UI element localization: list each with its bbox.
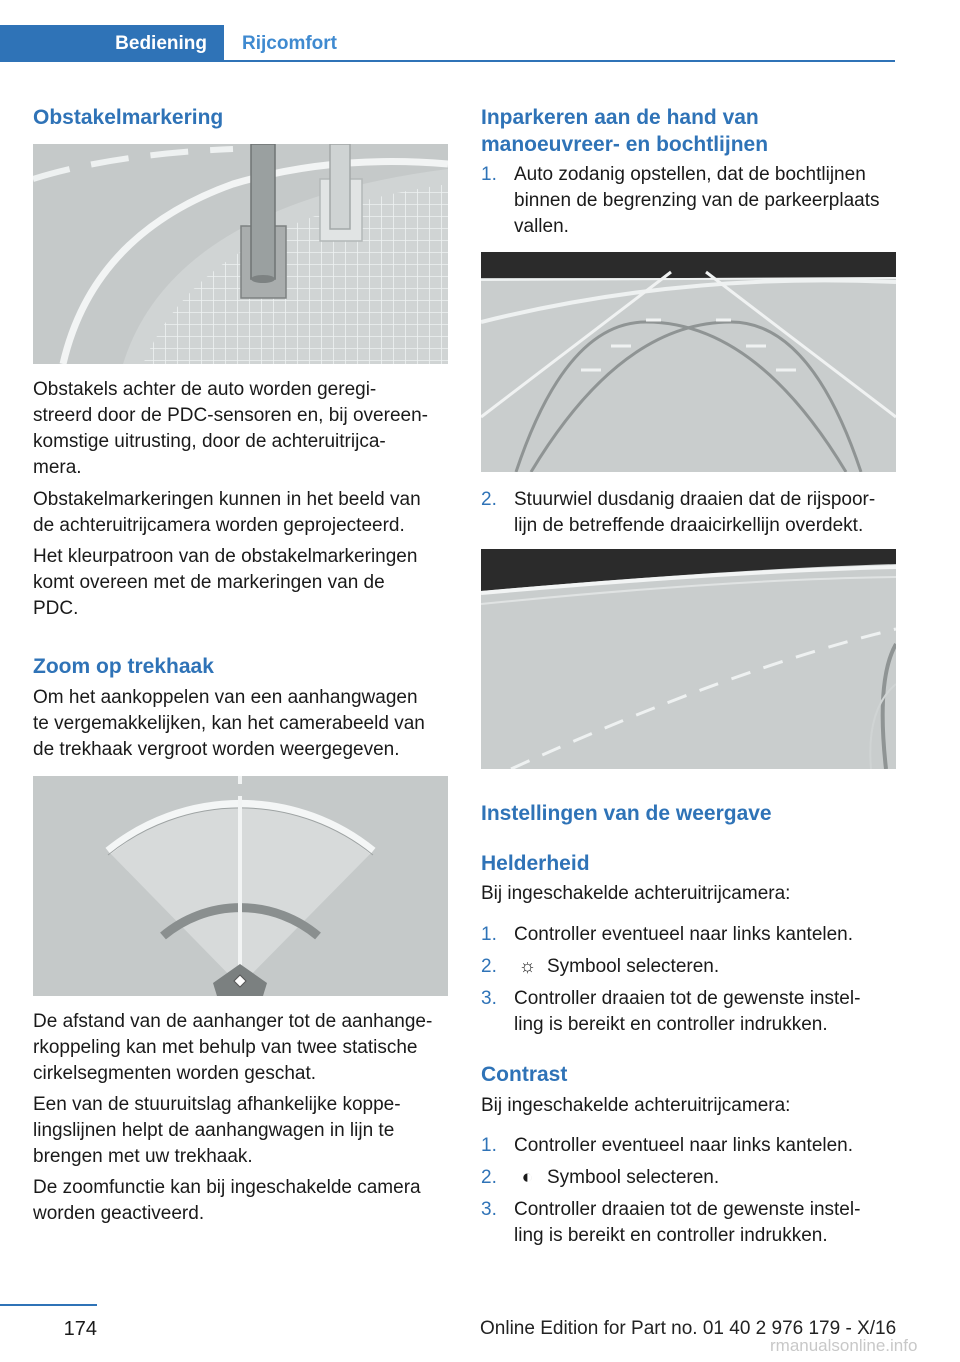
text-line: Om het aankoppelen van een aanhangwagen [33, 687, 418, 708]
track-line-image [481, 549, 896, 769]
text-line: komstige uitrusting, door de achteruitrijca- [33, 431, 386, 452]
tab-rijcomfort-label: Rijcomfort [242, 32, 337, 54]
paragraph-obstacles [33, 377, 448, 481]
tab-bediening-label: Bediening [115, 32, 207, 54]
text-line: Obstakels achter de auto worden geregi- [33, 379, 377, 400]
text-line: Controller draaien tot de gewenste instel- [514, 1199, 861, 1220]
title-line: manoeuvreer- en bochtlijnen [481, 133, 769, 156]
text-line: Controller draaien tot de gewenste instel- [514, 988, 861, 1009]
list-number: 1. [481, 1135, 497, 1156]
text-line: komt overeen met de markeringen van de [33, 572, 385, 593]
sun-icon: ☼ [518, 956, 537, 977]
list-number: 3. [481, 988, 497, 1009]
text-line: de achteruitrijcamera worden geprojecteerd. [33, 515, 405, 536]
text-line: De zoomfunctie kan bij ingeschakelde camera [33, 1177, 421, 1198]
list-number: 1. [481, 924, 497, 945]
text-line: cirkelsegmenten worden geschat. [33, 1063, 317, 1084]
bend-lines-image [481, 252, 896, 472]
text-line: Symbool selecteren. [547, 1167, 720, 1188]
text-line: brengen met uw trekhaak. [33, 1146, 253, 1167]
text-line: Het kleurpatroon van de obstakelmarkeringen [33, 546, 418, 567]
section-title-obstakelmarkering: Obstakelmarkering [33, 106, 224, 129]
text-line: streerd door de PDC-sensoren en, bij overeen- [33, 405, 428, 426]
paragraph-zoom-intro [33, 685, 448, 763]
edition-footer: Online Edition for Part no. 01 40 2 976 179 - X/16 [480, 1318, 897, 1339]
contrast-intro: Bij ingeschakelde achteruitrijcamera: [481, 1095, 791, 1116]
text-line: Een van de stuuruitslag afhankelijke koppe- [33, 1094, 401, 1115]
text-line: mera. [33, 457, 82, 478]
paragraph-projection [33, 487, 448, 539]
page-number-divider [0, 1304, 97, 1306]
page-number: 174 [63, 1318, 97, 1340]
text-line: lijn de betreffende draaicirkellijn overdekt. [514, 515, 864, 536]
text-line: Obstakelmarkeringen kunnen in het beeld van [33, 489, 421, 510]
text-line: Controller eventueel naar links kantelen. [514, 1135, 854, 1156]
text-line: lingslijnen helpt de aanhangwagen in lijn te [33, 1120, 395, 1141]
text-line: rkoppeling kan met behulp van twee statische [33, 1037, 418, 1058]
text-line: De afstand van de aanhanger tot de aanhange- [33, 1011, 433, 1032]
text-line: worden geactiveerd. [33, 1203, 205, 1224]
paragraph-distance [33, 1009, 448, 1087]
tab-rijcomfort[interactable] [224, 25, 424, 62]
text-line: PDC. [33, 598, 79, 619]
text-line: Symbool selecteren. [547, 956, 720, 977]
list-number: 2. [481, 489, 497, 510]
text-line: de trekhaak vergroot worden weergegeven. [33, 739, 400, 760]
header-divider [0, 60, 895, 62]
text-line: Auto zodanig opstellen, dat de bochtlijnen [514, 164, 866, 185]
title-line: Inparkeren aan de hand van [481, 106, 759, 129]
contrast-icon: ◐ [521, 1167, 534, 1188]
paragraph-color-pattern [33, 544, 448, 622]
subsection-title-contrast: Contrast [481, 1063, 568, 1086]
trailer-hitch-zoom-image [33, 776, 448, 996]
section-title-zoom: Zoom op trekhaak [33, 655, 214, 678]
list-number: 2. [481, 1167, 497, 1188]
paragraph-coupling-lines [33, 1092, 448, 1170]
paragraph-zoom-activation [33, 1175, 448, 1227]
list-number: 2. [481, 956, 497, 977]
section-title-inparkeren [481, 104, 896, 158]
list-number: 3. [481, 1199, 497, 1220]
text-line: Controller eventueel naar links kantelen. [514, 924, 854, 945]
obstacle-marking-image [33, 144, 448, 364]
watermark: rmanualsonline.info [770, 1336, 918, 1355]
list-number: 1. [481, 164, 497, 185]
text-line: ling is bereikt en controller indrukken. [514, 1225, 828, 1246]
text-line: Stuurwiel dusdanig draaien dat de rijspoor- [514, 489, 876, 510]
text-line: binnen de begrenzing van de parkeerplaats [514, 190, 880, 211]
section-title-settings: Instellingen van de weergave [481, 802, 772, 825]
text-line: vallen. [514, 216, 569, 237]
subsection-title-helderheid: Helderheid [481, 852, 590, 875]
text-line: te vergemakkelijken, kan het camerabeeld van [33, 713, 425, 734]
tab-bediening[interactable] [0, 25, 224, 62]
text-line: ling is bereikt en controller indrukken. [514, 1014, 828, 1035]
brightness-intro: Bij ingeschakelde achteruitrijcamera: [481, 883, 791, 904]
